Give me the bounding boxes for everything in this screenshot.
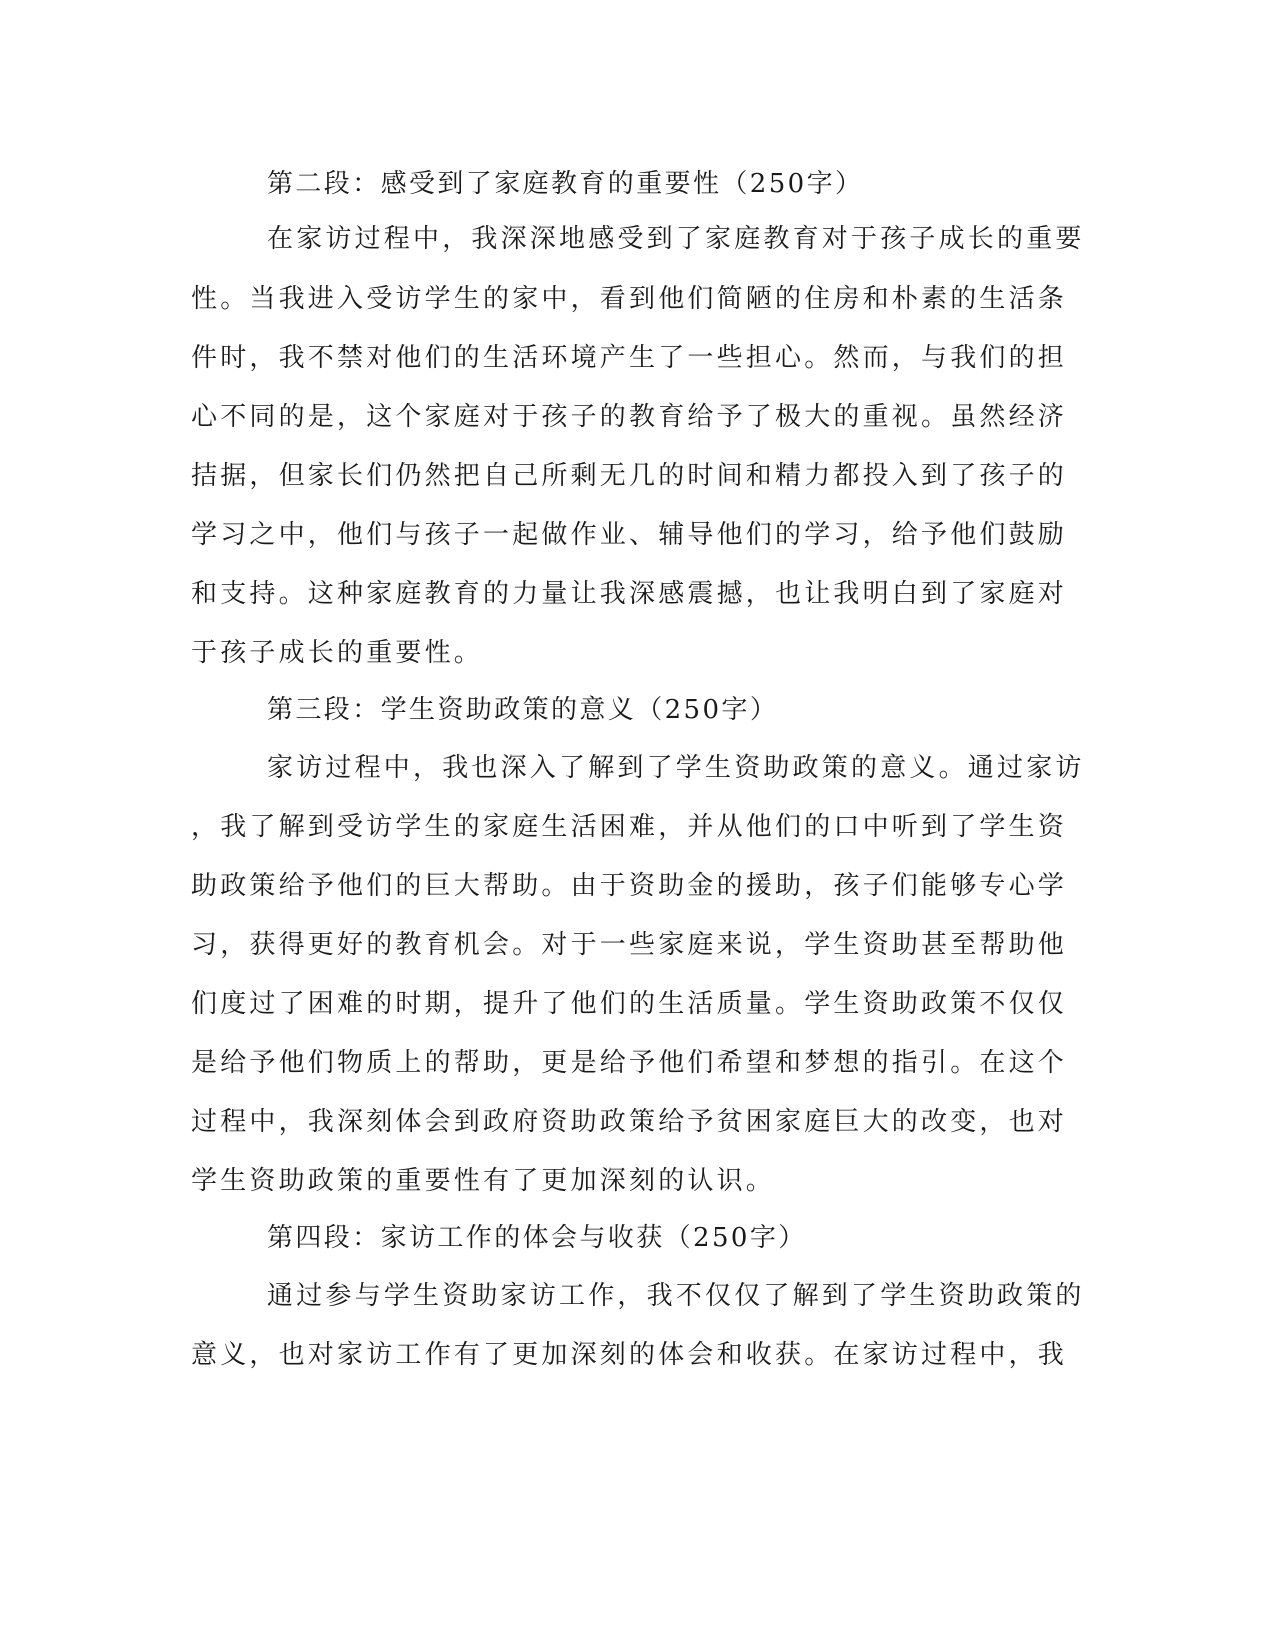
paragraph-line: 在家访过程中，我深深地感受到了家庭教育对于孩子成长的重要 (267, 224, 1085, 254)
paragraph-line: ，我了解到受访学生的家庭生活困难，并从他们的口中听到了学生资 (191, 812, 1068, 842)
paragraph-line: 拮据，但家长们仍然把自己所剩无几的时间和精力都投入到了孩子的 (191, 461, 1068, 491)
paragraph-line: 件时，我不禁对他们的生活环境产生了一些担心。然而，与我们的担 (191, 343, 1068, 373)
paragraph-line: 助政策给予他们的巨大帮助。由于资助金的援助，孩子们能够专心学 (191, 871, 1068, 901)
paragraph-line: 是给予他们物质上的帮助，更是给予他们希望和梦想的指引。在这个 (191, 1048, 1068, 1078)
paragraph-line: 通过参与学生资助家访工作，我不仅仅了解到了学生资助政策的 (267, 1281, 1085, 1311)
paragraph-line: 习，获得更好的教育机会。对于一些家庭来说，学生资助甚至帮助他 (191, 930, 1068, 960)
paragraph-line: 意义，也对家访工作有了更加深刻的体会和收获。在家访过程中，我 (191, 1340, 1068, 1370)
section-heading: 第四段：家访工作的体会与收获（250字） (267, 1223, 807, 1253)
paragraph-line: 心不同的是，这个家庭对于孩子的教育给予了极大的重视。虽然经济 (191, 402, 1068, 432)
paragraph-line: 学习之中，他们与孩子一起做作业、辅导他们的学习，给予他们鼓励 (191, 520, 1068, 550)
section-heading: 第三段：学生资助政策的意义（250字） (267, 695, 779, 725)
paragraph-line: 家访过程中，我也深入了解到了学生资助政策的意义。通过家访 (267, 753, 1085, 783)
paragraph-line: 们度过了困难的时期，提升了他们的生活质量。学生资助政策不仅仅 (191, 989, 1068, 1019)
paragraph-line: 和支持。这种家庭教育的力量让我深感震撼，也让我明白到了家庭对 (191, 579, 1068, 609)
paragraph-line: 过程中，我深刻体会到政府资助政策给予贫困家庭巨大的改变，也对 (191, 1107, 1068, 1137)
section-heading: 第二段：感受到了家庭教育的重要性（250字） (267, 169, 864, 199)
paragraph-line: 学生资助政策的重要性有了更加深刻的认识。 (191, 1166, 776, 1196)
paragraph-line: 性。当我进入受访学生的家中，看到他们简陋的住房和朴素的生活条 (191, 284, 1068, 314)
paragraph-line: 于孩子成长的重要性。 (191, 638, 484, 668)
